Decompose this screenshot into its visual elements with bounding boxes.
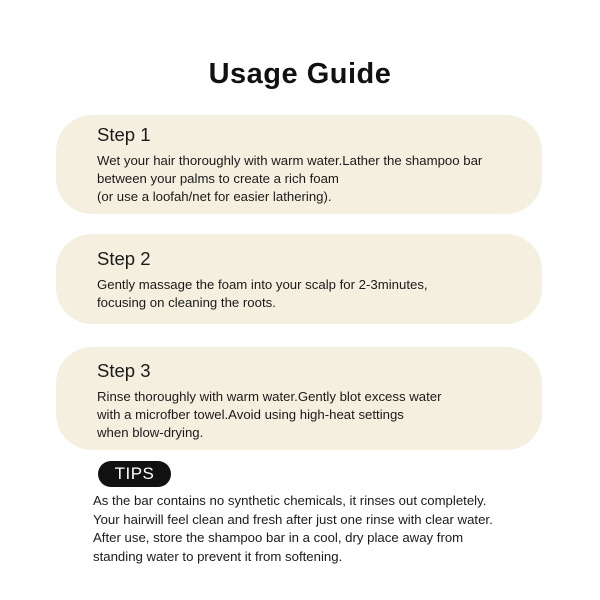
step-3-line: with a microfber towel.Avoid using high-heat settings <box>97 407 404 422</box>
tips-badge: TIPS <box>98 461 171 487</box>
step-3-line: when blow-drying. <box>97 425 204 440</box>
step-2-text <box>97 276 522 312</box>
step-2-line: Gently massage the foam into your scalp for 2-3minutes, <box>97 277 428 292</box>
step-1-line: between your palms to create a rich foam <box>97 171 339 186</box>
tips-line: After use, store the shampoo bar in a cool, dry place away from <box>93 530 464 545</box>
step-3-line: Rinse thoroughly with warm water.Gently blot excess water <box>97 389 442 404</box>
step-2-title: Step 2 <box>97 248 151 269</box>
step-3-card <box>56 347 542 450</box>
step-2-card <box>56 234 542 324</box>
tips-text <box>93 492 493 566</box>
step-1-line: (or use a loofah/net for easier lathering). <box>97 189 332 204</box>
step-1-card <box>56 115 542 214</box>
step-2-line: focusing on cleaning the roots. <box>97 295 276 310</box>
step-1-title: Step 1 <box>97 124 151 145</box>
step-3-text <box>97 388 522 442</box>
tips-line: standing water to prevent it from softening. <box>93 548 343 564</box>
page-title: Usage Guide <box>208 58 392 90</box>
tips-line: Your hairwill feel clean and fresh after just one rinse with clear water. <box>93 511 493 527</box>
tips-line: As the bar contains no synthetic chemicals, it rinses out completely. <box>93 493 487 508</box>
step-1-line: Wet your hair thoroughly with warm water.Lather the shampoo bar <box>97 153 483 168</box>
step-3-title: Step 3 <box>97 360 151 381</box>
step-1-text <box>97 152 522 206</box>
